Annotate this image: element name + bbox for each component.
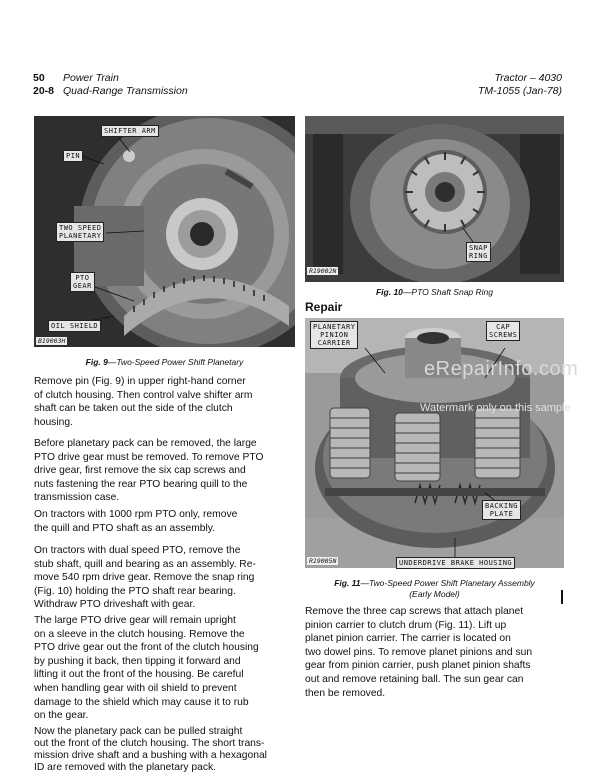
text-line: Remove the three cap screws that attach planet [305, 606, 524, 617]
text-line: of clutch housing. Then control valve shifter arm [34, 389, 253, 401]
text-line: On tractors with 1000 rpm PTO only, remove [34, 509, 238, 520]
text-line: PTO drive gear out the front of the clutch housing [34, 642, 259, 654]
text-line: damage to the shield which may cause it to rub [34, 696, 249, 708]
figure-10-label: Fig. 10 [375, 287, 403, 297]
paragraph-pto-drive-gear [34, 437, 295, 505]
figure-9-caption [34, 357, 295, 368]
callout-backing-plate: BACKING PLATE [482, 500, 521, 520]
text-line: on a sleeve in the clutch housing. Remove the [34, 628, 245, 640]
callout-two-speed-planetary: TWO SPEED PLANETARY [56, 222, 104, 242]
paragraph-remove-pin [34, 375, 295, 429]
figure-11-caption-text: —Two-Speed Power Shift Planetary Assembly [360, 578, 535, 588]
text-line: out the front of the clutch housing. The short trans- [34, 738, 265, 749]
text-line: lifting it out the front of the housing. Be careful [34, 669, 244, 681]
text-line: transmission case. [34, 492, 120, 504]
text-line: planet pinion carrier. The carrier is located on [305, 633, 511, 645]
text-line: (Fig. 10) holding the PTO shaft rear bearing. [34, 585, 236, 597]
section-number: 20-8 [33, 85, 55, 97]
text-line: Withdraw PTO driveshaft with gear. [34, 599, 196, 611]
model-title: Tractor – 4030 [494, 72, 562, 84]
repair-heading: Repair [305, 300, 343, 314]
watermark-sub: Watermark only on this sample [420, 402, 571, 414]
text-line: the quill and PTO shaft as an assembly. [34, 522, 216, 534]
paragraph-planetary-pack [34, 726, 295, 774]
manual-number: TM-1055 (Jan-78) [477, 85, 562, 97]
text-line: move 540 rpm drive gear. Remove the snap ring [34, 572, 255, 584]
text-line: drive gear, first remove the six cap screws and [34, 465, 246, 477]
watermark-main: eRepairInfo.com [424, 358, 579, 380]
text-line: housing. [34, 416, 73, 428]
revision-mark [561, 590, 563, 604]
text-line: mission drive shaft and a bushing with a hexagonal [34, 750, 267, 761]
callout-pto-gear: PTO GEAR [70, 272, 95, 292]
figure-10-caption-text: —PTO Shaft Snap Ring [402, 287, 494, 297]
text-line: gear from pinion carrier, push planet pinion shafts [305, 660, 531, 672]
callout-underdrive-brake-housing: UNDERDRIVE BRAKE HOUSING [396, 557, 515, 569]
text-line: two dowel pins. To remove planet pinions and sun [305, 646, 533, 658]
figure-9-caption-text: —Two-Speed Power Shift Planetary [107, 357, 244, 367]
callout-oil-shield: OIL SHIELD [48, 320, 101, 332]
figure-11-photo [305, 318, 564, 568]
figure-10-code: R19002N [309, 267, 337, 275]
text-line: nuts fastening the rear PTO bearing quill to the [34, 478, 248, 490]
text-line: by pushing it back, then tipping it forward and [34, 655, 241, 667]
figure-11-code: R19005N [309, 557, 337, 565]
figure-10-photo [305, 116, 564, 282]
callout-planetary-pinion-carrier: PLANETARY PINION CARRIER [310, 321, 358, 349]
section-title: Quad-Range Transmission [63, 85, 188, 97]
figure-10-caption [305, 287, 564, 298]
text-line: Remove pin (Fig. 9) in upper right-hand corner [34, 376, 246, 387]
figure-11-caption-sub: (Early Model) [409, 589, 460, 599]
paragraph-dual-speed [34, 544, 295, 612]
text-line: The large PTO drive gear will remain upright [34, 615, 236, 626]
text-line: PTO drive gear must be removed. To remove PTO [34, 451, 264, 463]
figure-11-label: Fig. 11 [334, 578, 361, 588]
text-line: On tractors with dual speed PTO, remove the [34, 545, 241, 556]
callout-snap-ring: SNAP RING [466, 242, 491, 262]
text-line: when handling gear with oil shield to prevent [34, 682, 237, 694]
paragraph-1000-rpm [34, 508, 295, 535]
text-line: Now the planetary pack can be pulled straight [34, 726, 243, 737]
text-line: ID are removed with the planetary pack. [34, 762, 217, 773]
text-line: pinion carrier to clutch drum (Fig. 11). Lift up [305, 619, 507, 631]
callout-pin: PIN [63, 150, 83, 162]
text-line: then be removed. [305, 687, 386, 699]
header-right [478, 72, 562, 98]
text-line: shaft can be taken out the side of the clutch [34, 403, 233, 415]
callout-shifter-arm: SHIFTER ARM [101, 125, 159, 137]
chapter-title: Power Train [63, 72, 119, 84]
header-left [33, 72, 188, 98]
figure-9-label: Fig. 9 [85, 357, 108, 367]
text-line: out and remove retaining ball. The sun gear can [305, 673, 524, 685]
callout-cap-screws: CAP SCREWS [486, 321, 520, 341]
paragraph-cap-screws [305, 605, 564, 700]
paragraph-large-pto-gear [34, 614, 295, 723]
page-number: 50 [33, 72, 45, 84]
text-line: stub shaft, quill and bearing as an assembly. Re- [34, 558, 256, 570]
text-line: on the gear. [34, 710, 89, 722]
figure-9-code: B19003H [38, 337, 66, 345]
figure-11-caption [305, 578, 564, 600]
text-line: Before planetary pack can be removed, the large [34, 438, 257, 449]
